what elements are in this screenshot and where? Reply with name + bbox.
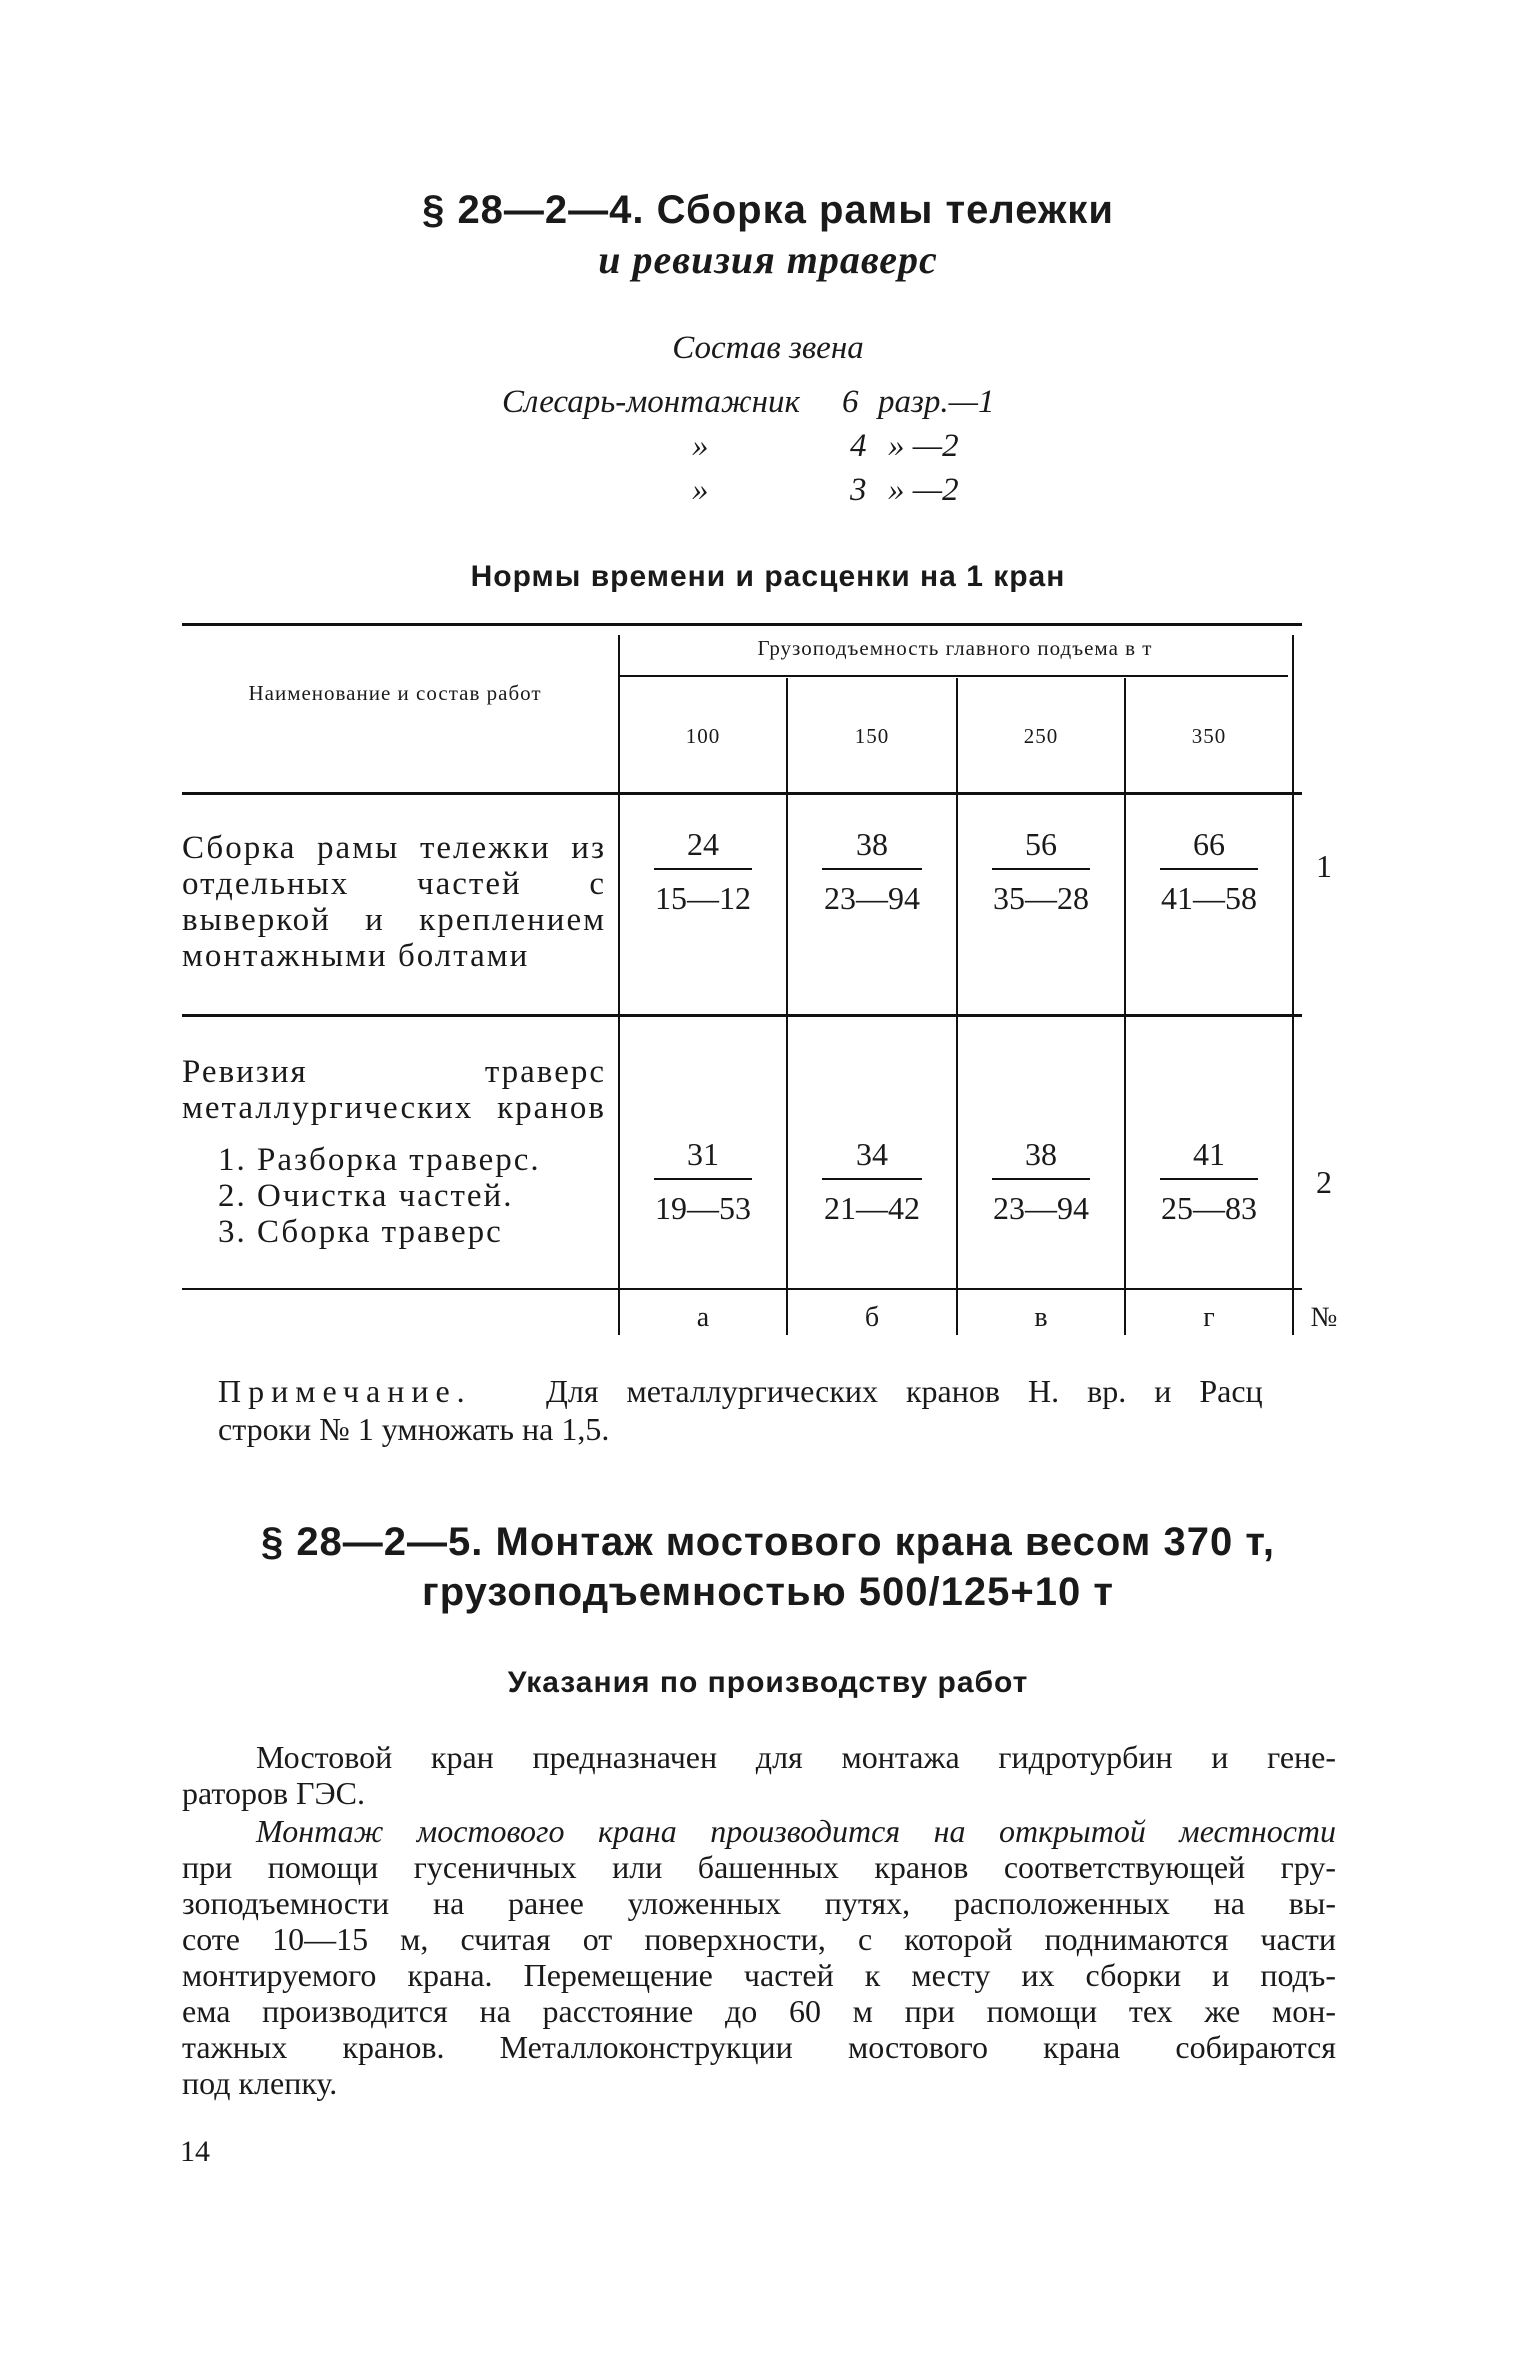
table-header-inner-rule	[618, 675, 1288, 677]
crew-row-2-grade: 4	[850, 428, 867, 464]
capacity-350: 350	[1191, 724, 1227, 748]
note-text-line-1: Для металлургических кранов Н. вр. и Расц	[546, 1373, 1263, 1409]
row-2-col-a-rate: 19—53	[655, 1190, 751, 1226]
column-letter-c: в	[1034, 1302, 1048, 1333]
table-row-divider	[182, 1014, 1302, 1017]
paragraph-2-line-8: под клепку.	[182, 2065, 338, 2101]
row-2-col-d-rate: 25—83	[1161, 1190, 1257, 1226]
work-instructions-title: Указания по производству работ	[507, 1666, 1029, 1699]
row-1-col-b-fraction-line	[822, 868, 922, 870]
row-1-col-c-fraction-line	[992, 868, 1090, 870]
table-vline-4	[1124, 678, 1126, 1335]
table-vline-2	[786, 678, 788, 1335]
section-title: § 28—2—4. Сборка рамы тележки	[422, 188, 1114, 232]
row-2-step-1: 1. Разборка траверс.	[218, 1142, 541, 1178]
row-2-step-3: 3. Сборка траверс	[218, 1214, 503, 1250]
row-2-col-a-time: 31	[687, 1136, 719, 1172]
table-top-rule	[182, 623, 1302, 626]
row-2-col-b-time: 34	[856, 1136, 888, 1172]
table-header-bottom-rule	[182, 792, 1302, 795]
page-number: 14	[180, 2135, 210, 2168]
row-1-col-d-time: 66	[1193, 826, 1225, 862]
column-letter-b: б	[864, 1302, 880, 1333]
row-2-col-b-rate: 21—42	[824, 1190, 920, 1226]
table-vline-5	[1292, 635, 1294, 1335]
capacity-100: 100	[685, 724, 721, 748]
row-2-col-d-time: 41	[1193, 1136, 1225, 1172]
section-2-title: § 28—2—5. Монтаж мостового крана весом 370 т,	[260, 1520, 1276, 1564]
row-1-col-b-rate: 23—94	[824, 880, 920, 916]
crew-row-2-role: »	[692, 428, 709, 464]
row-1-col-d-rate: 41—58	[1161, 880, 1257, 916]
crew-row-3-count: » —2	[888, 472, 959, 508]
crew-row-1-count: разр.—1	[878, 384, 995, 420]
row-2-name: Ревизия траверс металлургических кранов	[182, 1054, 606, 1126]
row-1-number: 1	[1316, 848, 1332, 884]
column-letter-d: г	[1203, 1302, 1215, 1333]
paragraph-1-line-1: Мостовой кран предназначен для монтажа гидротурбин и гене-	[256, 1739, 1336, 1775]
crew-row-2-count: » —2	[888, 428, 959, 464]
paragraph-1-line-2: раторов ГЭС.	[182, 1775, 366, 1811]
capacity-150: 150	[854, 724, 890, 748]
section-title-continued: и ревизия траверс	[598, 237, 938, 282]
row-2-col-c-rate: 23—94	[993, 1190, 1089, 1226]
crew-row-1-role: Слесарь-монтажник	[502, 384, 800, 420]
capacity-header: Грузоподъемность главного подъема в т	[757, 636, 1153, 660]
row-2-col-c-fraction-line	[992, 1178, 1090, 1180]
row-2-col-b-fraction-line	[822, 1178, 922, 1180]
crew-row-3-role: »	[692, 472, 709, 508]
table-vline-3	[956, 678, 958, 1335]
row-1-col-a-time: 24	[687, 826, 719, 862]
row-2-step-2: 2. Очистка частей.	[218, 1178, 514, 1214]
row-1-col-a-rate: 15—12	[655, 880, 751, 916]
paragraph-2-line-1: Монтаж мостового крана производится на открытой местности	[256, 1813, 1336, 1849]
row-2-col-d-fraction-line	[1160, 1178, 1258, 1180]
paragraph-2-line-6: ема производится на расстояние до 60 м при помощи тех же мон-	[182, 1993, 1336, 2029]
row-2-col-a-fraction-line	[654, 1178, 752, 1180]
crew-row-3-grade: 3	[850, 472, 867, 508]
table-body-bottom-rule	[182, 1288, 1302, 1290]
paragraph-2-line-7: тажных кранов. Металлоконструкции мостового крана собираются	[182, 2029, 1336, 2065]
note-label: Примечание.	[218, 1373, 472, 1409]
row-2-col-c-time: 38	[1025, 1136, 1057, 1172]
row-1-col-c-time: 56	[1025, 826, 1057, 862]
name-column-header: Наименование и состав работ	[248, 681, 542, 705]
paragraph-2-line-3: зоподъемности на ранее уложенных путях, расположенных на вы-	[182, 1885, 1336, 1921]
section-2-title-continued: грузоподъемностью 500/125+10 т	[422, 1570, 1114, 1614]
row-1-col-b-time: 38	[856, 826, 888, 862]
crew-title: Состав звена	[672, 330, 864, 366]
crew-row-1-grade: 6	[842, 384, 859, 420]
note-text-line-2: строки № 1 умножать на 1,5.	[218, 1411, 610, 1447]
row-1-col-d-fraction-line	[1160, 868, 1258, 870]
paragraph-2-line-4: соте 10—15 м, считая от поверхности, с которой поднимаются части	[182, 1921, 1336, 1957]
number-column-label: №	[1310, 1302, 1338, 1333]
row-1-col-c-rate: 35—28	[993, 880, 1089, 916]
paragraph-2-line-2: при помощи гусеничных или башенных кранов соответствующей гру-	[182, 1849, 1336, 1885]
row-1-name: Сборка рамы тележки из отдельных частей с выверкой и креплением монтажными болтами	[182, 830, 606, 974]
norms-title: Нормы времени и расценки на 1 кран	[470, 560, 1066, 593]
paragraph-2-line-5: монтируемого крана. Перемещение частей к месту их сборки и подъ-	[182, 1957, 1336, 1993]
row-1-col-a-fraction-line	[654, 868, 752, 870]
column-letter-a: а	[696, 1302, 710, 1333]
row-2-number: 2	[1316, 1164, 1332, 1200]
capacity-250: 250	[1023, 724, 1059, 748]
